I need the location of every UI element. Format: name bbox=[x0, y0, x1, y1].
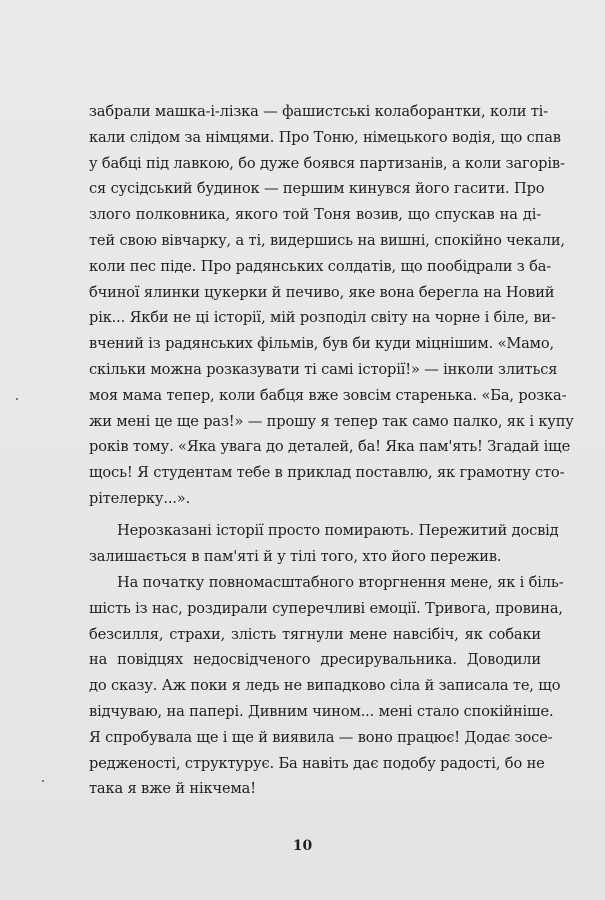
text-line: бчиної ялинки цукерки й печиво, яке вона берегла на Новий bbox=[89, 283, 555, 301]
text-line: років тому. «Яка увага до деталей, ба! Яка пам'ять! Згадай іще bbox=[89, 438, 571, 456]
text-line: кали слідом за німцями. Про Тоню, німецького водія, що спав bbox=[89, 128, 561, 146]
text-line: безсилля, страхи, злість тягнули мене навсібіч, як собаки bbox=[89, 625, 541, 643]
text-line: злого полковника, якого той Тоня возив, що спускав на ді- bbox=[89, 206, 541, 224]
text-line: рітелерку...». bbox=[89, 489, 191, 507]
text-line: така я вже й нікчема! bbox=[89, 780, 256, 798]
paragraph-2 bbox=[89, 518, 559, 570]
text-line: вчений із радянських фільмів, був би куди міцнішим. «Мамо, bbox=[89, 335, 555, 353]
text-line: у бабці під лавкою, бо дуже боявся партизанів, а коли загорів- bbox=[89, 154, 565, 172]
text-line: жи мені це ще раз!» — прошу я тепер так само палко, як і купу bbox=[89, 412, 574, 430]
text-line: відчуваю, на папері. Дивним чином... мені стало спокійніше. bbox=[89, 702, 554, 720]
text-line: На початку повномасштабного вторгнення мене, як і біль- bbox=[117, 574, 564, 591]
text-line: редженості, структурує. Ба навіть дає подобу радості, бо не bbox=[89, 754, 545, 772]
paragraph-3 bbox=[89, 570, 564, 802]
text-line: щось! Я студентам тебе в приклад поставлю, як грамотну сто- bbox=[89, 464, 565, 482]
paragraph-1 bbox=[89, 99, 574, 512]
text-line: шість із нас, роздирали суперечливі емоції. Тривога, провина, bbox=[89, 599, 563, 617]
text-line: до сказу. Аж поки я ледь не випадково сіла й записала те, що bbox=[89, 677, 561, 695]
text-line: скільки можна розказувати ті самі історії!» — інколи злиться bbox=[89, 360, 558, 378]
text-line: Я спробувала ще і ще й виявила — воно працює! Додає зосе- bbox=[89, 728, 553, 746]
text-line: на повідцях недосвідченого дресирувальника. Доводили bbox=[89, 651, 541, 669]
text-line: ся сусідський будинок — першим кинувся його гасити. Про bbox=[89, 180, 545, 198]
text-line: моя мама тепер, коли бабця вже зовсім старенька. «Ба, розка- bbox=[89, 386, 567, 404]
text-line: коли пес піде. Про радянських солдатів, що пообідрали з ба- bbox=[89, 257, 552, 275]
paper-speck bbox=[42, 780, 44, 782]
text-line: рік... Якби не ці історії, мій розподіл світу на чорне і біле, ви- bbox=[89, 309, 556, 327]
text-line: забрали машка-і-лізка — фашистські колаборантки, коли ті- bbox=[89, 103, 548, 120]
text-line: залишається в пам'яті й у тілі того, хто його пережив. bbox=[89, 547, 502, 565]
text-line: Нерозказані історії просто помирають. Пережитий досвід bbox=[117, 522, 559, 539]
paper-speck bbox=[16, 398, 18, 400]
page-number: 10 bbox=[292, 838, 313, 854]
text-line: тей свою вівчарку, а ті, видершись на вишні, спокійно чекали, bbox=[89, 231, 565, 249]
